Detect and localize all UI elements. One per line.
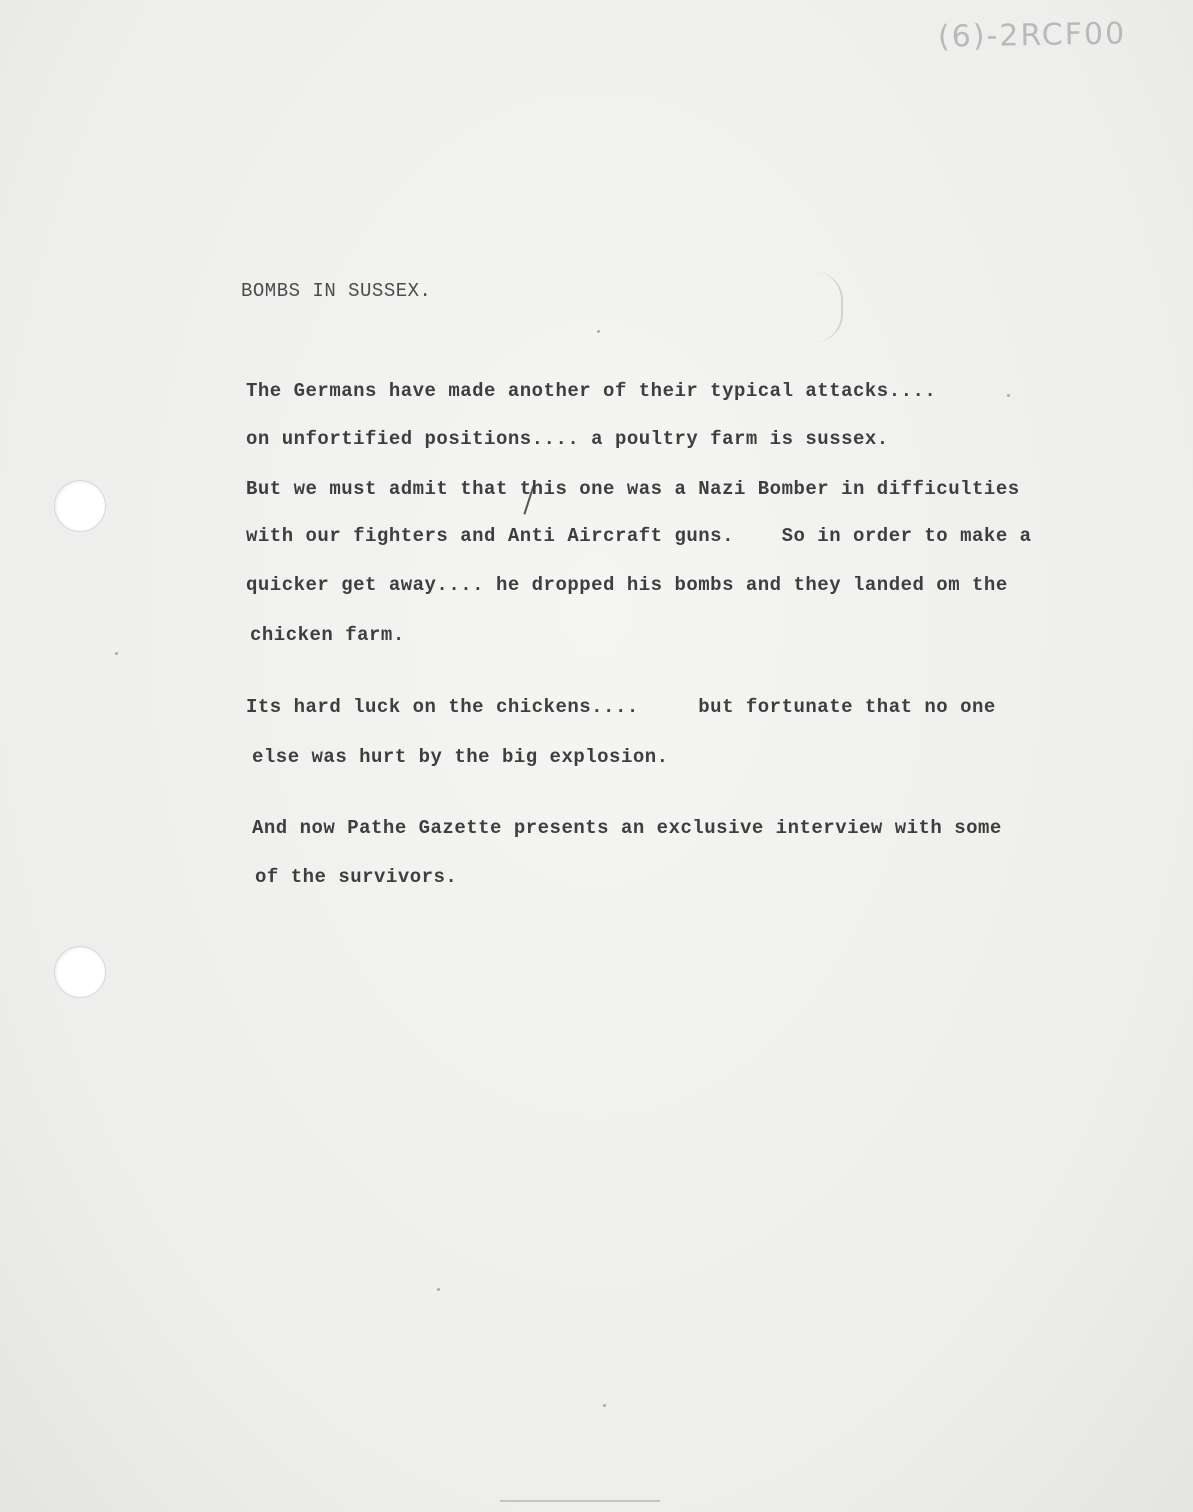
text-line-10: of the survivors. bbox=[255, 866, 458, 888]
paper-speck bbox=[603, 1404, 606, 1407]
punch-hole-bottom bbox=[54, 946, 106, 998]
pencil-mark bbox=[815, 272, 843, 342]
archive-reference-annotation: (6)-2RCF00 bbox=[937, 16, 1127, 55]
text-line-8: else was hurt by the big explosion. bbox=[252, 746, 669, 768]
paper-speck bbox=[597, 330, 600, 333]
text-line-7: Its hard luck on the chickens.... but fortunate that no one bbox=[246, 696, 996, 718]
paper-speck bbox=[1007, 394, 1010, 397]
paper-speck bbox=[437, 1288, 440, 1291]
text-line-3: But we must admit that this one was a Nazi Bomber in difficulties bbox=[246, 478, 1020, 500]
text-line-2: on unfortified positions.... a poultry farm is sussex. bbox=[246, 428, 889, 450]
text-line-4: with our fighters and Anti Aircraft guns. So in order to make a bbox=[246, 525, 1032, 547]
text-line-5: quicker get away.... he dropped his bombs and they landed om the bbox=[246, 574, 1008, 596]
bottom-edge-mark bbox=[500, 1500, 660, 1502]
text-line-1: The Germans have made another of their typical attacks.... bbox=[246, 380, 937, 402]
text-line-9: And now Pathe Gazette presents an exclusive interview with some bbox=[252, 817, 1002, 839]
paper-speck bbox=[115, 652, 118, 655]
text-line-6: chicken farm. bbox=[250, 624, 405, 646]
punch-hole-top bbox=[54, 480, 106, 532]
document-title: BOMBS IN SUSSEX. bbox=[241, 280, 432, 302]
